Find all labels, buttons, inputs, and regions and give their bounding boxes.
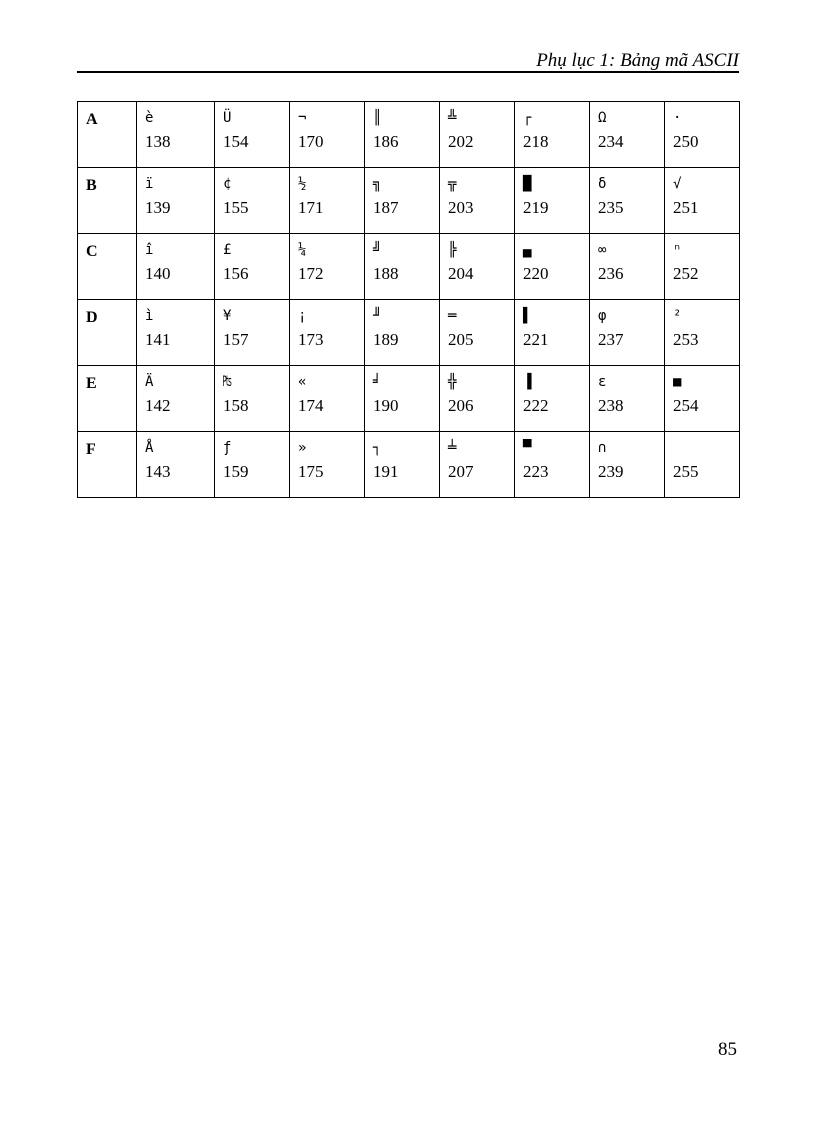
character-code: 170 <box>298 132 324 151</box>
table-cell <box>215 432 290 498</box>
table-cell <box>665 168 740 234</box>
character-code: 252 <box>673 264 699 283</box>
table-cell <box>440 432 515 498</box>
row-label: A <box>78 102 137 168</box>
character-glyph: ┐ <box>373 440 382 456</box>
table-cell <box>665 366 740 432</box>
character-glyph: ì <box>145 308 154 324</box>
table-cell <box>665 432 740 498</box>
table-cell <box>365 300 440 366</box>
character-code: 143 <box>145 462 171 481</box>
table-cell <box>137 234 215 300</box>
character-code: 237 <box>598 330 624 349</box>
character-code: 207 <box>448 462 474 481</box>
character-glyph: ▌ <box>523 308 532 324</box>
character-glyph: δ <box>598 176 607 192</box>
table-cell <box>440 168 515 234</box>
table-cell <box>215 300 290 366</box>
character-glyph: ╬ <box>448 374 457 390</box>
character-glyph: ╗ <box>373 176 382 192</box>
table-cell <box>590 234 665 300</box>
table-cell <box>137 102 215 168</box>
character-code: 158 <box>223 396 249 415</box>
table-cell <box>440 234 515 300</box>
character-glyph: Ω <box>598 110 607 126</box>
table-cell <box>665 102 740 168</box>
character-code: 206 <box>448 396 474 415</box>
table-row <box>78 234 740 300</box>
table-cell <box>137 366 215 432</box>
character-code: 234 <box>598 132 624 151</box>
table-cell <box>440 102 515 168</box>
character-glyph: ╠ <box>448 242 457 258</box>
character-glyph: ƒ <box>223 440 232 456</box>
character-glyph: ¼ <box>298 242 307 258</box>
character-glyph: ╩ <box>448 110 457 126</box>
header-rule <box>77 71 739 73</box>
table-cell <box>665 300 740 366</box>
table-cell <box>515 168 590 234</box>
character-code: 174 <box>298 396 324 415</box>
table-row <box>78 300 740 366</box>
character-glyph: ¬ <box>298 110 307 126</box>
table-cell <box>590 102 665 168</box>
character-glyph: ² <box>673 308 682 324</box>
character-glyph: Ä <box>145 374 154 390</box>
character-code: 236 <box>598 264 624 283</box>
table-cell <box>515 366 590 432</box>
character-code: 189 <box>373 330 399 349</box>
ascii-table <box>77 101 740 498</box>
table-cell <box>365 234 440 300</box>
character-code: 188 <box>373 264 399 283</box>
character-code: 172 <box>298 264 324 283</box>
character-glyph: ╝ <box>373 242 382 258</box>
table-cell <box>290 168 365 234</box>
character-code: 142 <box>145 396 171 415</box>
character-code: 141 <box>145 330 171 349</box>
table-cell <box>365 366 440 432</box>
table-cell <box>215 234 290 300</box>
character-glyph: ■ <box>673 374 682 390</box>
character-code: 253 <box>673 330 699 349</box>
character-code: 138 <box>145 132 171 151</box>
character-code: 186 <box>373 132 399 151</box>
table-cell <box>290 366 365 432</box>
character-glyph: « <box>298 374 307 390</box>
character-code: 204 <box>448 264 474 283</box>
table-cell <box>215 102 290 168</box>
character-code: 255 <box>673 462 699 481</box>
character-code: 139 <box>145 198 171 217</box>
table-cell <box>515 432 590 498</box>
table-cell <box>365 432 440 498</box>
table-cell <box>215 366 290 432</box>
character-glyph: ¥ <box>223 308 232 324</box>
table-cell <box>290 234 365 300</box>
character-code: 187 <box>373 198 399 217</box>
character-code: 238 <box>598 396 624 415</box>
character-code: 219 <box>523 198 549 217</box>
character-glyph: ï <box>145 176 154 192</box>
character-code: 222 <box>523 396 549 415</box>
table-cell <box>365 168 440 234</box>
table-cell <box>515 102 590 168</box>
table-cell <box>590 366 665 432</box>
character-code: 250 <box>673 132 699 151</box>
character-glyph: φ <box>598 308 607 324</box>
character-glyph <box>673 435 731 461</box>
table-row <box>78 168 740 234</box>
character-glyph: ╛ <box>373 374 382 390</box>
character-code: 205 <box>448 330 474 349</box>
character-glyph: » <box>298 440 307 456</box>
table-cell <box>440 366 515 432</box>
character-glyph: ┌ <box>523 110 532 126</box>
character-glyph: Ü <box>223 110 232 126</box>
character-code: 254 <box>673 396 699 415</box>
character-glyph: ∩ <box>598 440 607 456</box>
character-code: 239 <box>598 462 624 481</box>
table-cell <box>137 168 215 234</box>
table-row <box>78 366 740 432</box>
character-code: 251 <box>673 198 699 217</box>
character-glyph: ▐ <box>523 374 532 390</box>
character-code: 155 <box>223 198 249 217</box>
character-glyph: █ <box>523 176 532 192</box>
character-code: 140 <box>145 264 171 283</box>
character-glyph: £ <box>223 242 232 258</box>
character-glyph: ¡ <box>298 308 307 324</box>
table-cell <box>137 300 215 366</box>
row-label: B <box>78 168 137 234</box>
character-glyph: è <box>145 110 154 126</box>
character-code: 191 <box>373 462 399 481</box>
character-glyph: ═ <box>448 308 457 324</box>
character-code: 154 <box>223 132 249 151</box>
character-code: 173 <box>298 330 324 349</box>
character-glyph: ╧ <box>448 440 457 456</box>
table-cell <box>665 234 740 300</box>
character-code: 159 <box>223 462 249 481</box>
table-cell <box>290 102 365 168</box>
table-cell <box>290 300 365 366</box>
table-cell <box>515 234 590 300</box>
row-label: F <box>78 432 137 498</box>
character-glyph: ¢ <box>223 176 232 192</box>
table-cell <box>515 300 590 366</box>
character-glyph: ║ <box>373 110 382 126</box>
table-cell <box>590 300 665 366</box>
character-glyph: ∞ <box>598 242 607 258</box>
table-cell <box>590 432 665 498</box>
character-code: 203 <box>448 198 474 217</box>
table-cell <box>215 168 290 234</box>
character-glyph: ₧ <box>223 374 232 390</box>
table-cell <box>590 168 665 234</box>
character-glyph: î <box>145 242 154 258</box>
character-glyph: ε <box>598 374 607 390</box>
row-label: C <box>78 234 137 300</box>
character-code: 157 <box>223 330 249 349</box>
character-glyph: √ <box>673 176 682 192</box>
table-cell <box>290 432 365 498</box>
table-cell <box>440 300 515 366</box>
row-label: D <box>78 300 137 366</box>
character-code: 156 <box>223 264 249 283</box>
character-glyph: ½ <box>298 176 307 192</box>
character-code: 223 <box>523 462 549 481</box>
character-code: 221 <box>523 330 549 349</box>
character-code: 235 <box>598 198 624 217</box>
character-glyph: Å <box>145 440 154 456</box>
character-code: 175 <box>298 462 324 481</box>
character-code: 220 <box>523 264 549 283</box>
table-row <box>78 432 740 498</box>
row-label: E <box>78 366 137 432</box>
character-glyph: ⁿ <box>673 242 682 258</box>
character-code: 171 <box>298 198 324 217</box>
table-cell <box>137 432 215 498</box>
table-cell <box>365 102 440 168</box>
running-header: Phụ lục 1: Bảng mã ASCII <box>536 50 739 71</box>
character-glyph: · <box>673 110 682 126</box>
page-number: 85 <box>718 1039 737 1060</box>
character-glyph: ▀ <box>523 440 532 456</box>
table-row <box>78 102 740 168</box>
character-glyph: ▄ <box>523 242 532 258</box>
character-code: 218 <box>523 132 549 151</box>
character-code: 202 <box>448 132 474 151</box>
character-glyph: ╦ <box>448 176 457 192</box>
character-glyph: ╜ <box>373 308 382 324</box>
character-code: 190 <box>373 396 399 415</box>
